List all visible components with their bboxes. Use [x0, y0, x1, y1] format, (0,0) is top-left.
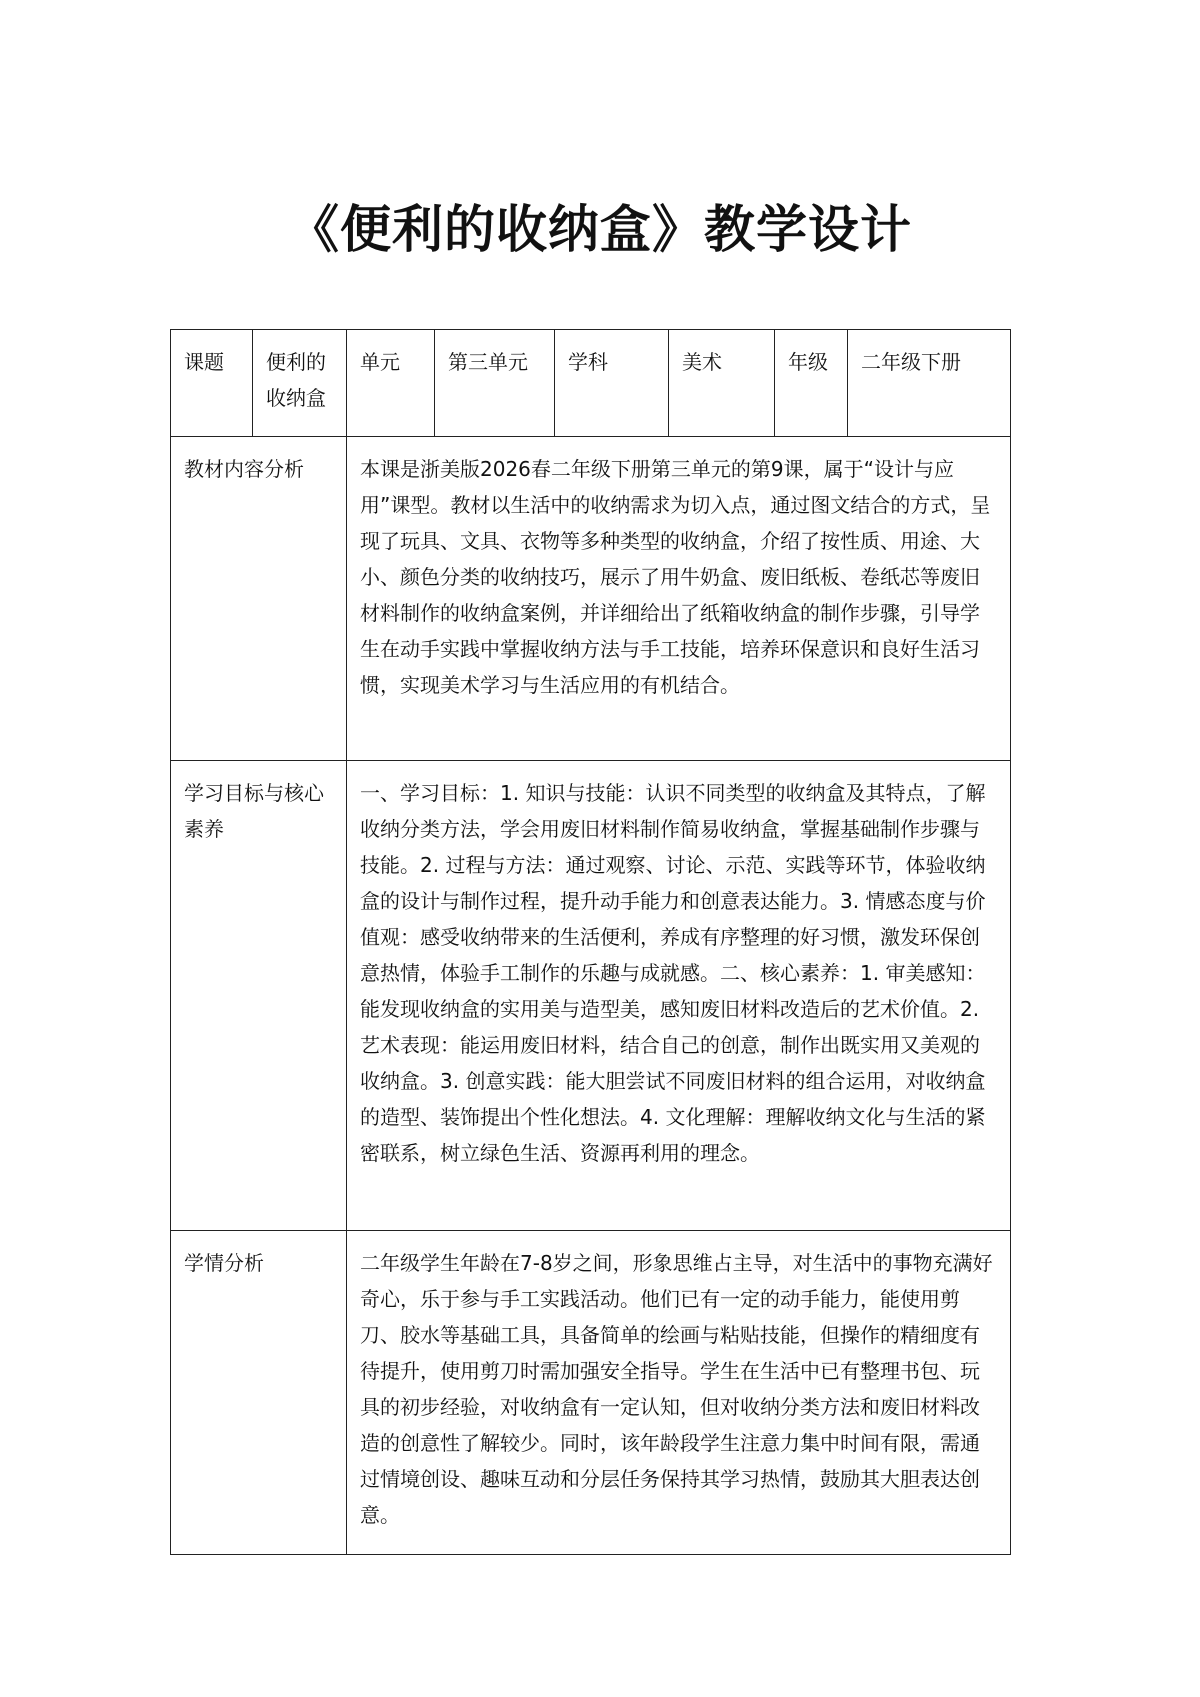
topic-label-cell: 课题: [171, 330, 253, 437]
objectives-content: 一、学习目标：1. 知识与技能：认识不同类型的收纳盒及其特点，了解收纳分类方法，学会用废旧材料制作简易收纳盒，掌握基础制作步骤与技能。2. 过程与方法：通过观察、讨论、示范、实践等环节，体验收纳盒的设计与制作过程，提升动手能力和创意表达能力。3. 情感态度与价值观：感受收纳带来的生活便利，养成有序整理的好习惯，激发环保创意热情，体验手工制作的乐趣与成就感。二、核心素养：1. 审美感知：能发现收纳盒的实用美与造型美，感知废旧材料改造后的艺术价值。2. 艺术表现：能运用废旧材料，结合自己的创意，制作出既实用又美观的收纳盒。3. 创意实践：能大胆尝试不同废旧材料的组合运用，对收纳盒的造型、装饰提出个性化想法。4. 文化理解：理解收纳文化与生活的紧密联系，树立绿色生活、资源再利用的理念。: [347, 761, 1011, 1231]
learner-analysis-row: [171, 1231, 1011, 1555]
learner-analysis-label: 学情分析: [171, 1231, 347, 1555]
material-analysis-label: 教材内容分析: [171, 437, 347, 761]
lesson-plan-table: [170, 329, 1011, 1555]
topic-value-cell: 便利的收纳盒: [253, 330, 347, 437]
unit-value-cell: 第三单元: [435, 330, 555, 437]
objectives-row: [171, 761, 1011, 1231]
header-row: [171, 330, 1011, 437]
material-analysis-row: [171, 437, 1011, 761]
subject-label-cell: 学科: [555, 330, 669, 437]
objectives-label: 学习目标与核心素养: [171, 761, 347, 1231]
learner-analysis-content: 二年级学生年龄在7-8岁之间，形象思维占主导，对生活中的事物充满好奇心，乐于参与手工实践活动。他们已有一定的动手能力，能使用剪刀、胶水等基础工具，具备简单的绘画与粘贴技能，但操作的精细度有待提升，使用剪刀时需加强安全指导。学生在生活中已有整理书包、玩具的初步经验，对收纳盒有一定认知，但对收纳分类方法和废旧材料改造的创意性了解较少。同时，该年龄段学生注意力集中时间有限，需通过情境创设、趣味互动和分层任务保持其学习热情，鼓励其大胆表达创意。: [347, 1231, 1011, 1555]
grade-label-cell: 年级: [775, 330, 848, 437]
unit-label-cell: 单元: [347, 330, 435, 437]
page-title: 《便利的收纳盒》教学设计: [287, 201, 912, 260]
material-analysis-content: 本课是浙美版2026春二年级下册第三单元的第9课，属于“设计与应用”课型。教材以生活中的收纳需求为切入点，通过图文结合的方式，呈现了玩具、文具、衣物等多种类型的收纳盒，介绍了按性质、用途、大小、颜色分类的收纳技巧，展示了用牛奶盒、废旧纸板、卷纸芯等废旧材料制作的收纳盒案例，并详细给出了纸箱收纳盒的制作步骤，引导学生在动手实践中掌握收纳方法与手工技能，培养环保意识和良好生活习惯，实现美术学习与生活应用的有机结合。: [347, 437, 1011, 761]
grade-value-cell: 二年级下册: [848, 330, 1011, 437]
subject-value-cell: 美术: [669, 330, 775, 437]
